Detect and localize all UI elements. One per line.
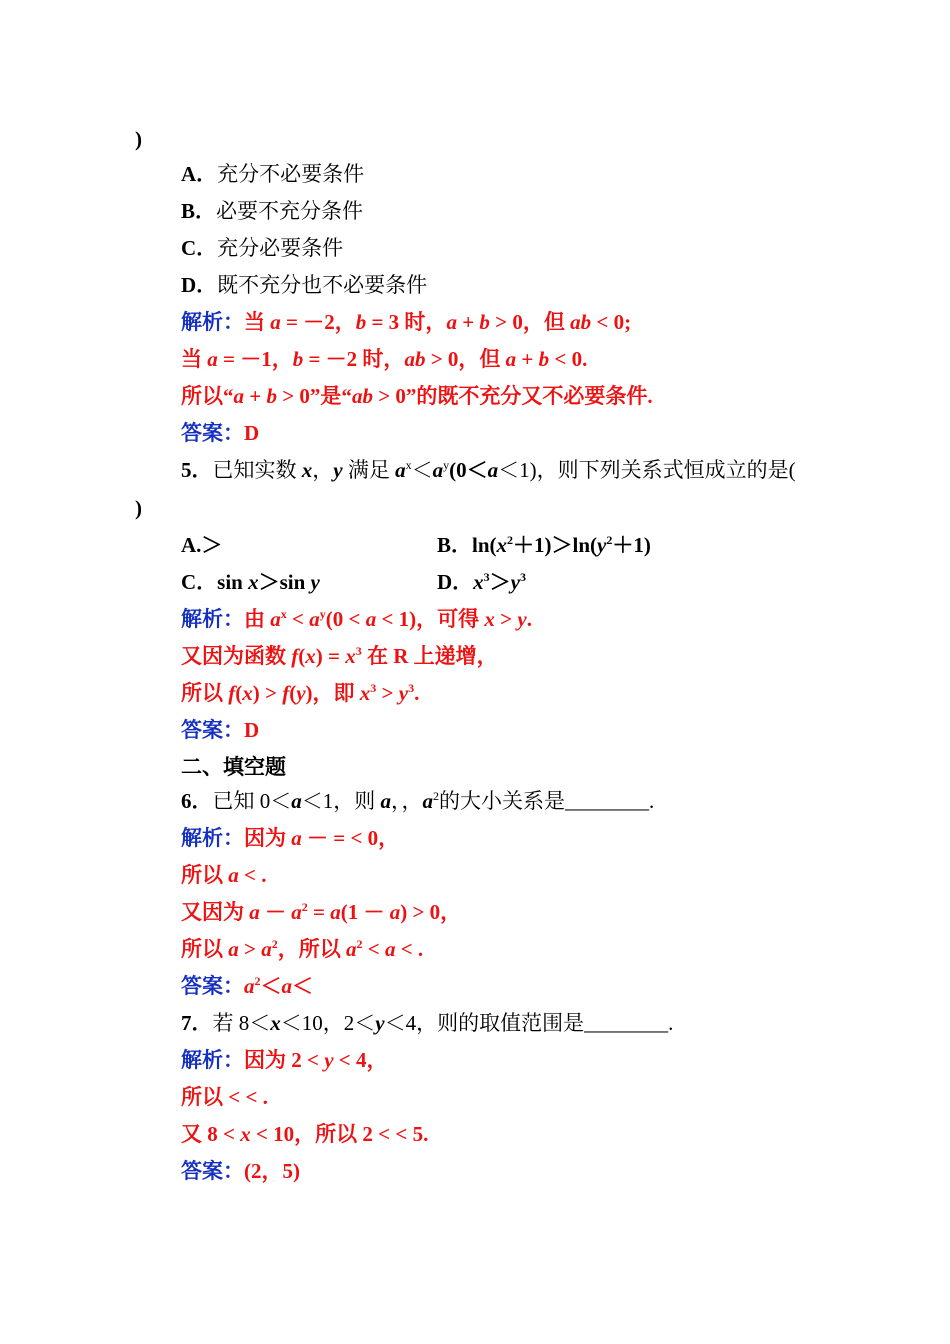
q6-analysis-line-3: 又因为 $a - a^2 = a(1 - a) > 0$， bbox=[181, 900, 462, 924]
q7-stem: 7．若 8＜x＜10，2＜y＜4，则的取值范围是________. bbox=[181, 1011, 674, 1035]
q6-answer: 答案：$a^2<a<$ bbox=[181, 974, 313, 998]
section-heading: 二、填空题 bbox=[181, 755, 286, 779]
q5-option-d: D．$x^3>y^3$ bbox=[437, 570, 526, 594]
q4-option-c: C．充分必要条件 bbox=[181, 236, 344, 260]
q4-analysis-line-2: 当 a = －1，b = －2 时，ab > 0，但 a + b < 0. bbox=[181, 347, 588, 371]
q6-stem: 6．已知 0＜a＜1，则 a，，$a^2$的大小关系是________. bbox=[181, 789, 655, 813]
q4-option-b: B．必要不充分条件 bbox=[181, 199, 364, 223]
q4-analysis-line-1: 解析：当 a = －2，b = 3 时，a + b > 0，但 ab < 0; bbox=[181, 310, 632, 334]
q7-answer: 答案：(2，5) bbox=[181, 1159, 300, 1183]
q7-analysis-line-3: 又 8 < x < 10，所以 2 < < 5. bbox=[181, 1122, 429, 1146]
q6-analysis-line-4: 所以 $a > a^2$，所以 $a^2 < a$ < . bbox=[181, 937, 424, 961]
q5-stem-tail: ) bbox=[135, 496, 142, 520]
q4-option-a: A．充分不必要条件 bbox=[181, 162, 365, 186]
q4-stem-tail: ) bbox=[135, 127, 142, 151]
q5-analysis-line-3: 所以 f(x) > f(y)，即 $x^3 > y^3$. bbox=[181, 681, 420, 705]
q5-analysis-line-2: 又因为函数 $f(x) = x^3$ 在 R 上递增， bbox=[181, 644, 498, 668]
q5-stem: 5．已知实数 x，y 满足 $a^x<a^y(0<a<1)$，则下列关系式恒成立的是( bbox=[181, 458, 796, 482]
q5-option-c: C．sin x＞sin y bbox=[181, 570, 320, 594]
q6-analysis-line-2: 所以 a < . bbox=[181, 863, 267, 887]
q6-analysis-line-1: 解析：因为 a － = < 0， bbox=[181, 826, 400, 850]
q5-analysis-line-1: 解析：由 $a^x < a^y(0 < a < 1)$，可得 x > y. bbox=[181, 607, 532, 631]
q5-option-a: A.＞ bbox=[181, 533, 223, 557]
q5-option-b: B．$\ln(x^2+1)>\ln(y^2+1)$ bbox=[437, 533, 651, 557]
q7-analysis-line-2: 所以 < < . bbox=[181, 1085, 268, 1109]
q7-analysis-line-1: 解析：因为 2 < y < 4， bbox=[181, 1048, 388, 1072]
q4-analysis-line-3: 所以“a + b > 0”是“ab > 0”的既不充分又不必要条件. bbox=[181, 384, 653, 408]
q5-answer: 答案：D bbox=[181, 718, 260, 742]
q4-option-d: D．既不充分也不必要条件 bbox=[181, 273, 428, 297]
q4-answer: 答案：D bbox=[181, 421, 260, 445]
